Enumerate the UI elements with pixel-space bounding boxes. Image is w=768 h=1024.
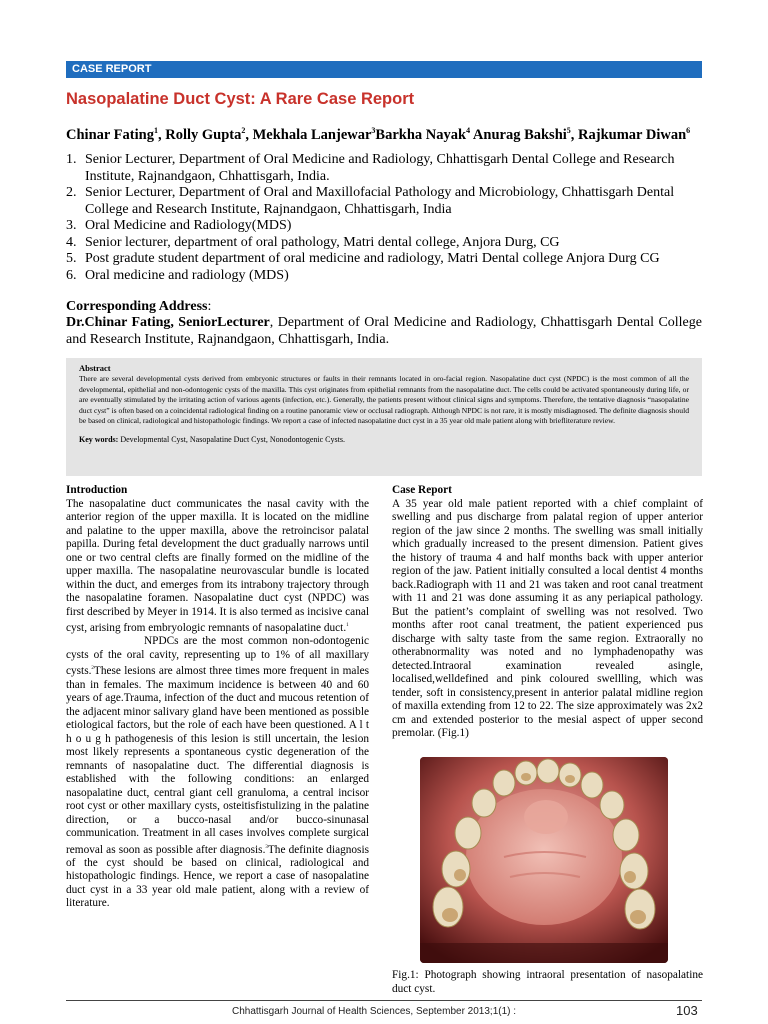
keywords-label: Key words: — [79, 434, 119, 444]
author-separator: , — [245, 126, 253, 143]
corresponding-name: Dr.Chinar Fating, SeniorLecturer — [66, 315, 270, 330]
affiliation-number: 4. — [66, 234, 77, 250]
article-title: Nasopalatine Duct Cyst: A Rare Case Report — [66, 90, 415, 108]
citation-sup: 3 — [265, 844, 268, 850]
introduction-paragraph-text: These lesions are almost three times more frequent in males than in females. The maximum incidence is between 40 and 60 years of age.Trauma, infection of the duct and mucous retention of the adjacent minor salivary gland have been mentioned as possible etiological factors, but the role of each have been questioned. A l t h o u g h pathogenesis of this lesion is still uncertain, the lesion most likely represents a spontaneous cystic degeneration of the remnants of nasopalatine duct. The differential diagnosis is established with the following conditions: an enlarged nasopalatine duct, central giant cell granuloma, a central incisor root cyst or other maxillary cysts, osteitisfistulizing in the palatine direction, or a bucco-nasal and/or bucco-sinunasal communication. Treatment in all cases involves complete surgical removal as soon as possible after diagnosis. — [66, 665, 369, 856]
affiliation-item — [66, 218, 702, 235]
citation-sup: 2 — [91, 666, 94, 672]
case-report-heading: Case Report — [392, 484, 452, 496]
affiliation-item — [66, 185, 702, 218]
author-sup: 1 — [153, 126, 158, 135]
introduction-paragraph — [66, 635, 369, 911]
author-name: Chinar Fating — [66, 126, 154, 143]
introduction-paragraph-text: NPDCs are the most common non-odontogenic cysts of the oral cavity, representing up to 1% of all maxillary cysts. — [66, 635, 369, 678]
affiliation-number: 2. — [66, 185, 77, 200]
author-sup: 4 — [466, 126, 471, 135]
affiliation-item — [66, 268, 702, 285]
introduction-paragraph-text: The nasopalatine duct communicates the nasal cavity with the anterior region of the upper maxilla. It is located on the midline and palatine to the upper maxilla, above the retroincisor palatal papilla. During fetal development the duct gradually narrows until one or two central clefts are finally formed on the midline of the upper maxilla. The nasopalatine neurovascular bundle is located within the duct, and emerges from its intrabony trajectory through the nasopalatine foramen. Nasopalatine duct cyst (NPDC) was first described by Meyer in 1914. It is also termed as incisive canal cyst, arising from embryologic remnants of nasopalatine duct. — [66, 497, 369, 634]
introduction-section — [66, 484, 369, 911]
abstract-box — [66, 358, 702, 476]
journal-citation: Chhattisgarh Journal of Health Sciences, September 2013;1(1) : — [232, 1006, 517, 1017]
author-sup: 6 — [686, 126, 691, 135]
affiliation-number: 3. — [66, 218, 77, 233]
corresponding-heading-colon: : — [207, 299, 212, 314]
affiliation-text: Senior Lecturer, Department of Oral and Maxillofacial Pathology and Microbiology, Chhattisgarh Dental College and Research Institute, Rajnandgaon, Chhattisgarh, India — [85, 185, 675, 217]
affiliation-text: Senior lecturer, department of oral pathology, Matri dental college, Anjora Durg, CG — [85, 234, 560, 250]
intraoral-photo — [420, 757, 668, 963]
author-sup: 2 — [241, 126, 246, 135]
affiliation-text: Post gradute student department of oral medicine and radiology, Matri Dental college Anjora Durg CG — [85, 251, 660, 266]
keywords-line — [79, 435, 689, 445]
corresponding-heading-text: Corresponding Address — [66, 299, 208, 314]
author-name: Anurag Bakshi — [472, 126, 567, 143]
figure-caption: Fig.1: Photograph showing intraoral presentation of nasopalatine duct cyst. — [392, 969, 703, 995]
abstract-text: There are several developmental cysts derived from embryonic structures or faults in their remnants located in oro-facial region. Nasopalatine duct cyst (NPDC) is the most common of all the developmental, epithelial and non-odontogenic cysts of the maxilla. This cyst originates from epithelial remnants from the nasopalatine duct. The cells could be activated spontaneously during life, or are eventually stimulated by the irritating action of various agents (infection, etc.). Generally, the patients present without clinical signs and symptoms. Therefore, the tentative diagnosis “nasopalatine duct cyst” is often based on a coincidental radiological finding on a routine panoramic view or occlusal radiograph. Although NPDC is not rare, it is mostly misdiagnosed. The definite diagnosis should be based on clinical, radiological and histopathologic findings. We report a case of infected nasopalatine duct cyst in a 35 year old male patient along with briefliterature review. — [79, 374, 689, 426]
keywords-text: Developmental Cyst, Nasopalatine Duct Cyst, Nonodontogenic Cysts. — [118, 434, 345, 444]
page-number: 103 — [676, 1003, 698, 1018]
corresponding-address — [66, 315, 702, 348]
introduction-paragraph-text: The definite diagnosis of the cyst should be based on clinical, radiological and histopathologic findings. Hence, we report a case of nasopalatine duct cyst in a 33 year old male patient, along with a review of literature. — [66, 843, 369, 910]
author-separator: , — [570, 126, 579, 143]
footer-divider — [66, 1000, 702, 1001]
affiliation-text: Oral Medicine and Radiology(MDS) — [85, 218, 292, 233]
case-report-section — [392, 484, 703, 741]
introduction-heading: Introduction — [66, 484, 128, 496]
case-report-paragraph: A 35 year old male patient reported with a chief complaint of swelling and pus discharge from palatal region of upper anterior region of the jaw since 2 months. The swelling was small initially which gradually increased to the present dimension. Patient gives the history of trauma 4 and half months back with upper anterior region of the jaw. Patient initially consulted a local dentist 4 months back.Radiograph with 11 and 21 was taken and root canal treatment with 11 and 21 was done assuming it as any periapical pathology. But the patient’s complaint of swelling was not resolved. Two months after root canal treatment, the patient experienced pus discharge with salty taste from the same region. Extraorally no otherabnormality was noted and no lymphadenopathy was detected.Intraoral examination revealed asingle, localised,welldefined and pink coloured swellling, which was tender, soft in consistency,present in anterior palatal midline region of maxilla extending from 12 to 22. The size approximately was 2x2 cm and extended posterior to the mesial aspect of upper second premolar. (Fig.1) — [392, 497, 703, 739]
affiliation-text: Senior Lecturer, Department of Oral Medicine and Radiology, Chhattisgarh Dental College and Research Institute, Rajnandgaon, Chhattisgarh, India. — [85, 152, 675, 184]
intraoral-photo-drawing — [420, 757, 668, 963]
author-name: Rajkumar Diwan — [578, 126, 687, 143]
abstract-heading: Abstract — [79, 363, 111, 373]
author-name: Rolly Gupta — [165, 126, 242, 143]
affiliation-number: 5. — [66, 251, 77, 266]
affiliation-item — [66, 251, 702, 268]
corresponding-heading — [66, 299, 211, 315]
author-separator: , — [157, 126, 166, 143]
author-name: Mekhala Lanjewar — [252, 126, 372, 143]
section-label: CASE REPORT — [66, 61, 702, 78]
affiliation-list — [66, 152, 702, 284]
affiliation-text: Oral medicine and radiology (MDS) — [85, 267, 289, 283]
affiliation-item — [66, 152, 702, 185]
affiliation-number: 6. — [66, 267, 77, 283]
introduction-paragraph — [66, 498, 369, 636]
author-sup: 3 — [371, 126, 376, 135]
author-sup: 5 — [566, 126, 571, 135]
affiliation-number: 1. — [66, 152, 77, 167]
citation-sup: 1 — [346, 623, 349, 628]
affiliation-item — [66, 235, 702, 252]
corresponding-address-text: , Department of Oral Medicine and Radiology, Chhattisgarh Dental College and Research Institute, Rajnandgaon, Chhattisgarh, India. — [66, 315, 702, 347]
author-list — [66, 122, 702, 144]
author-name: Barkha Nayak — [375, 126, 467, 143]
